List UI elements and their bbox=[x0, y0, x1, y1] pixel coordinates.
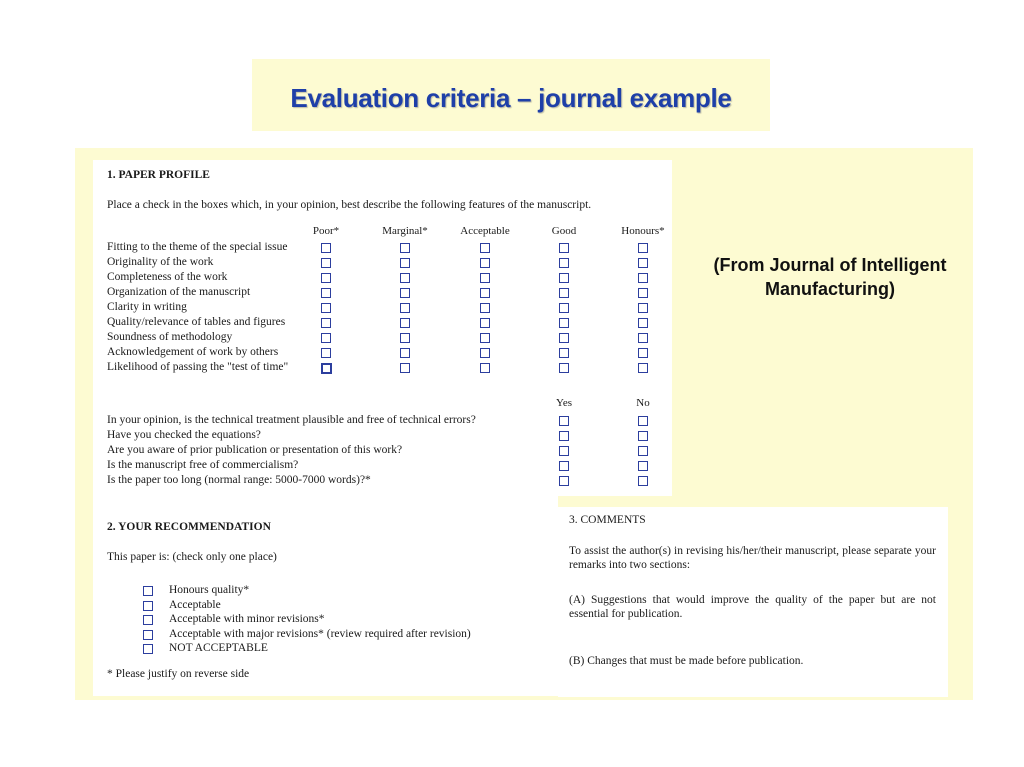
rating-checkbox[interactable] bbox=[321, 258, 331, 268]
question-label: Are you aware of prior publication or presentation of this work? bbox=[107, 444, 403, 456]
rating-checkbox[interactable] bbox=[559, 348, 569, 358]
rating-checkbox[interactable] bbox=[400, 318, 410, 328]
rating-checkbox[interactable] bbox=[559, 273, 569, 283]
question-checkbox[interactable] bbox=[559, 476, 569, 486]
paper-profile-heading: 1. PAPER PROFILE bbox=[107, 169, 210, 181]
rating-checkbox[interactable] bbox=[480, 318, 490, 328]
rating-checkbox[interactable] bbox=[638, 243, 648, 253]
rating-checkbox[interactable] bbox=[321, 288, 331, 298]
rating-column-header: Good bbox=[551, 225, 577, 237]
rating-column-header: Acceptable bbox=[460, 225, 510, 237]
recommendation-heading: 2. YOUR RECOMMENDATION bbox=[107, 521, 271, 533]
rating-checkbox[interactable] bbox=[321, 363, 332, 374]
rating-checkbox[interactable] bbox=[400, 288, 410, 298]
question-label: In your opinion, is the technical treatment plausible and free of technical errors? bbox=[107, 414, 476, 426]
yes-no-column-header: No bbox=[636, 397, 650, 409]
rating-checkbox[interactable] bbox=[321, 348, 331, 358]
rating-row-label: Acknowledgement of work by others bbox=[107, 346, 279, 358]
recommendation-checkbox[interactable] bbox=[143, 630, 153, 640]
rating-checkbox[interactable] bbox=[400, 273, 410, 283]
rating-checkbox[interactable] bbox=[638, 333, 648, 343]
rating-checkbox[interactable] bbox=[559, 318, 569, 328]
rating-checkbox[interactable] bbox=[559, 288, 569, 298]
rating-checkbox[interactable] bbox=[638, 348, 648, 358]
recommendation-option-label: Honours quality* bbox=[169, 584, 250, 596]
rating-checkbox[interactable] bbox=[321, 273, 331, 283]
comments-heading: 3. COMMENTS bbox=[569, 514, 646, 526]
rating-row-label: Organization of the manuscript bbox=[107, 286, 251, 298]
rating-checkbox[interactable] bbox=[400, 348, 410, 358]
rating-checkbox[interactable] bbox=[480, 273, 490, 283]
rating-checkbox[interactable] bbox=[321, 333, 331, 343]
rating-checkbox[interactable] bbox=[559, 258, 569, 268]
question-label: Is the manuscript free of commercialism? bbox=[107, 459, 299, 471]
rating-checkbox[interactable] bbox=[400, 303, 410, 313]
title-banner bbox=[252, 59, 770, 131]
rating-row-label: Completeness of the work bbox=[107, 271, 228, 283]
rating-checkbox[interactable] bbox=[638, 303, 648, 313]
question-checkbox[interactable] bbox=[559, 416, 569, 426]
rating-checkbox[interactable] bbox=[638, 273, 648, 283]
question-checkbox[interactable] bbox=[638, 446, 648, 456]
rating-column-header: Honours* bbox=[621, 225, 665, 237]
rating-checkbox[interactable] bbox=[638, 288, 648, 298]
rating-checkbox[interactable] bbox=[400, 363, 410, 373]
rating-row-label: Clarity in writing bbox=[107, 301, 187, 313]
rating-row-label: Quality/relevance of tables and figures bbox=[107, 316, 286, 328]
rating-checkbox[interactable] bbox=[559, 333, 569, 343]
rating-checkbox[interactable] bbox=[321, 303, 331, 313]
recommendation-option-label: NOT ACCEPTABLE bbox=[169, 642, 268, 654]
recommendation-option-label: Acceptable with minor revisions* bbox=[169, 613, 325, 625]
question-checkbox[interactable] bbox=[638, 461, 648, 471]
rating-checkbox[interactable] bbox=[638, 318, 648, 328]
rating-checkbox[interactable] bbox=[559, 303, 569, 313]
rating-checkbox[interactable] bbox=[321, 243, 331, 253]
question-checkbox[interactable] bbox=[638, 416, 648, 426]
rating-column-header: Marginal* bbox=[382, 225, 428, 237]
rating-column-header: Poor* bbox=[312, 225, 340, 237]
rating-checkbox[interactable] bbox=[480, 258, 490, 268]
comments-section-b: (B) Changes that must be made before publication. bbox=[569, 655, 804, 667]
recommendation-checkbox[interactable] bbox=[143, 586, 153, 596]
source-note: (From Journal of Intelligent Manufacturing) bbox=[713, 255, 947, 299]
recommendation-checkbox[interactable] bbox=[143, 615, 153, 625]
rating-checkbox[interactable] bbox=[559, 243, 569, 253]
rating-checkbox[interactable] bbox=[480, 243, 490, 253]
yes-no-column-header: Yes bbox=[555, 397, 572, 409]
question-checkbox[interactable] bbox=[638, 476, 648, 486]
rating-checkbox[interactable] bbox=[480, 348, 490, 358]
rating-checkbox[interactable] bbox=[400, 333, 410, 343]
comments-intro: To assist the author(s) in revising his/her/their manuscript, please separate your remarks into two sections: bbox=[569, 545, 936, 571]
rating-checkbox[interactable] bbox=[638, 363, 648, 373]
question-label: Is the paper too long (normal range: 5000-7000 words)?* bbox=[107, 474, 371, 486]
recommendation-footnote: * Please justify on reverse side bbox=[107, 668, 250, 680]
question-checkbox[interactable] bbox=[559, 431, 569, 441]
rating-row-label: Likelihood of passing the "test of time" bbox=[107, 361, 289, 373]
recommendation-checkbox[interactable] bbox=[143, 644, 153, 654]
paper-profile-instruction: Place a check in the boxes which, in your opinion, best describe the following features of the manuscript. bbox=[107, 199, 592, 211]
rating-checkbox[interactable] bbox=[400, 243, 410, 253]
rating-row-label: Fitting to the theme of the special issue bbox=[107, 241, 288, 253]
rating-checkbox[interactable] bbox=[638, 258, 648, 268]
rating-checkbox[interactable] bbox=[480, 363, 490, 373]
comments-section-a: (A) Suggestions that would improve the quality of the paper but are not essential for publication. bbox=[569, 594, 936, 620]
rating-checkbox[interactable] bbox=[400, 258, 410, 268]
slide-title: Evaluation criteria – journal example bbox=[290, 83, 732, 113]
rating-checkbox[interactable] bbox=[480, 288, 490, 298]
rating-row-label: Originality of the work bbox=[107, 256, 214, 268]
question-checkbox[interactable] bbox=[638, 431, 648, 441]
rating-checkbox[interactable] bbox=[480, 333, 490, 343]
recommendation-instruction: This paper is: (check only one place) bbox=[107, 551, 277, 563]
recommendation-option-label: Acceptable bbox=[169, 598, 221, 611]
recommendation-option-label: Acceptable with major revisions* (review required after revision) bbox=[169, 627, 471, 640]
question-checkbox[interactable] bbox=[559, 461, 569, 471]
rating-checkbox[interactable] bbox=[480, 303, 490, 313]
recommendation-checkbox[interactable] bbox=[143, 601, 153, 611]
question-label: Have you checked the equations? bbox=[107, 429, 261, 441]
rating-row-label: Soundness of methodology bbox=[107, 331, 233, 343]
rating-checkbox[interactable] bbox=[321, 318, 331, 328]
question-checkbox[interactable] bbox=[559, 446, 569, 456]
rating-checkbox[interactable] bbox=[559, 363, 569, 373]
